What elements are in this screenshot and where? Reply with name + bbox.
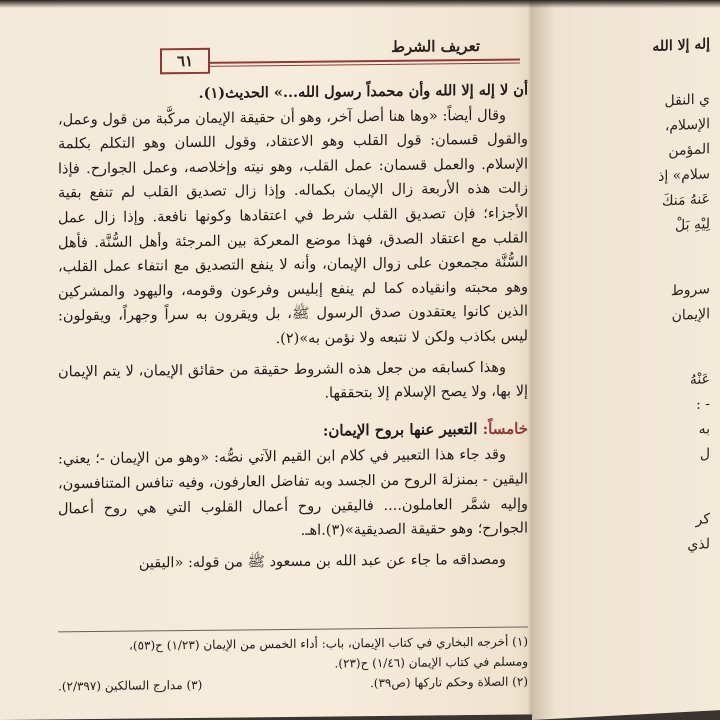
right-line: سلام» إذ xyxy=(658,166,710,185)
footnotes xyxy=(58,626,528,696)
right-line: لذي xyxy=(687,536,710,554)
section-title: التعبير عنها بروح الإيمان: xyxy=(322,419,478,440)
footnote-1a: (١) أخرجه البخاري في كتاب الإيمان، باب: أداء الخمس من الإيمان (١/٢٣) ح(٥٣)، xyxy=(129,634,528,653)
right-line: لِيْهِ بَلْ xyxy=(675,216,710,234)
right-line: ي النقل xyxy=(664,91,710,110)
right-page-text xyxy=(560,32,710,565)
footnote-row xyxy=(58,671,528,696)
right-line: عَنْهُ xyxy=(689,371,710,389)
right-line: ل xyxy=(699,446,710,463)
section-heading xyxy=(58,416,528,446)
right-line: - : xyxy=(696,396,710,413)
paragraph-3: وهذا كسابقه من جعل هذه الشروط حقيقة من حقائق الإيمان، لا يتم الإيمان إلا بها، ولا يصح الإسلام إلا بتحققها. xyxy=(58,359,528,402)
footnote-2: (٢) الصلاة وحكم تاركها (ص٣٩). xyxy=(369,674,528,691)
right-line: كر xyxy=(695,511,710,528)
right-line: المؤمن xyxy=(668,141,710,160)
top-shadow xyxy=(0,0,720,8)
paragraph-5: ومصداقه ما جاء عن عبد الله بن مسعود ﷺ من قوله: «اليقين xyxy=(138,551,506,572)
paragraph-4: وقد جاء هذا التعبير في كلام ابن القيم الآتي نصُّه: «وهو من الإيمان -؛ يعني: اليقين - بمنزلة الروح من الجسد وبه تفاضل العارفون، وفيه تنافس المتنافسون، وإليه شمَّر العاملون.... فاليقين روح أعمال القلوب التي هي روح أعمال الجوارح؛ وهو حقيقة الصديقية»(٣).اهـ. xyxy=(58,447,528,539)
header-rule xyxy=(190,59,520,67)
paragraph-2: وقال أيضاً: «وها هنا أصل آخر، وهو أن حقيقة الإيمان مركَّبة من قول وعمل، والقول قسمان: قول القلب وهو الاعتقاد، وقول اللسان وهو التكلم بكلمة الإسلام. والعمل قسمان: عمل القلب، وهو نيته وإخلاصه، وعمل الجوارح. فإذا زالت هذه الأربعة زال الإيمان بكماله. وإذا زال تصديق القلب لم تنفع بقية الأجزاء؛ فإن تصديق القلب شرط في اعتقادها وكونها نافعة. وإذا زال عمل القلب مع اعتقاد الصدق، فهذا موضع المعركة بين المرجئة وأهل السُّنَّة. فأهل السُّنَّة مجمعون على زوال الإيمان، وأنه لا ينفع التصديق مع انتفاء عمل القلب، وهو محبته وانقياده كما لم ينفع إبليس وفرعون وقومه، واليهود والمشركين الذين كانوا يعتقدون صدق الرسول ﷺ، بل ويقرون به سراً وجهراً، ويقولون: ليس بكاذب ولكن لا نتبعه ولا نؤمن به»(٢). xyxy=(58,107,528,348)
footnote-3: (٣) مدارج السالكين (٢/٣٩٧). xyxy=(58,677,203,694)
chapter-title: تعريف الشرط xyxy=(391,36,480,56)
page-number: ٦١ xyxy=(160,48,210,75)
paragraph-1: أن لا إله إلا الله وأن محمداً رسول الله...» الحديث(١). xyxy=(198,81,528,102)
right-line: به xyxy=(698,421,710,438)
right-page-header: إله إلا الله xyxy=(652,36,710,56)
page-header xyxy=(150,35,520,69)
right-line: عَنهُ مَنكَ xyxy=(661,191,710,210)
main-text xyxy=(58,78,528,576)
right-line: سروط xyxy=(670,281,710,300)
right-line: الإيمان xyxy=(671,306,710,325)
footnote-1b: ومسلم في كتاب الإيمان (١/٤٦) ح(٢٣). xyxy=(334,654,528,671)
right-line: الإسلام، xyxy=(664,116,710,135)
section-label: خامساً: xyxy=(482,419,528,438)
